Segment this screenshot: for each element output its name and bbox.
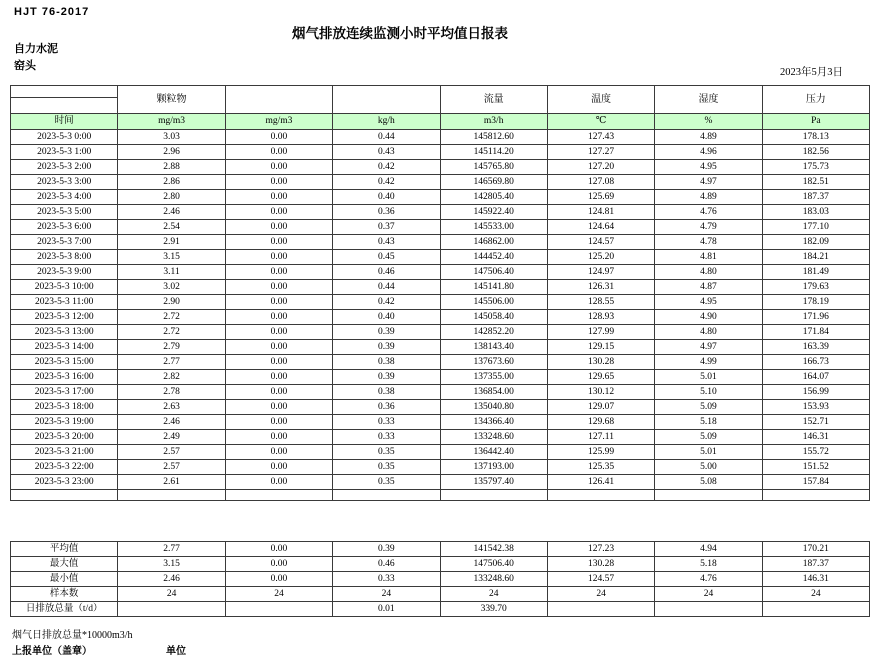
value-cell: 0.00 xyxy=(225,400,332,415)
column-group-pressure: 压力 xyxy=(762,86,869,114)
value-cell: 146569.80 xyxy=(440,175,547,190)
company-name: 自力水泥 xyxy=(14,43,58,55)
value-cell: 129.65 xyxy=(547,370,654,385)
value-cell: 0.00 xyxy=(225,295,332,310)
time-cell: 2023-5-3 8:00 xyxy=(11,250,118,265)
value-cell: 0.40 xyxy=(333,190,440,205)
value-cell: 4.80 xyxy=(655,325,762,340)
summary-value-cell: 147506.40 xyxy=(440,557,547,572)
monitor-point: 窑头 xyxy=(14,60,36,72)
value-cell: 128.93 xyxy=(547,310,654,325)
value-cell: 0.35 xyxy=(333,460,440,475)
time-cell: 2023-5-3 20:00 xyxy=(11,430,118,445)
summary-value-cell: 4.76 xyxy=(655,572,762,587)
value-cell: 4.90 xyxy=(655,310,762,325)
value-cell: 136854.00 xyxy=(440,385,547,400)
column-group-flow: 流量 xyxy=(440,86,547,114)
value-cell: 0.00 xyxy=(225,265,332,280)
value-cell: 153.93 xyxy=(762,400,869,415)
value-cell: 0.00 xyxy=(225,355,332,370)
time-cell: 2023-5-3 15:00 xyxy=(11,355,118,370)
value-cell: 142805.40 xyxy=(440,190,547,205)
value-cell: 0.45 xyxy=(333,250,440,265)
value-cell: 5.08 xyxy=(655,475,762,490)
value-cell: 4.95 xyxy=(655,160,762,175)
value-cell: 142852.20 xyxy=(440,325,547,340)
value-cell: 152.71 xyxy=(762,415,869,430)
value-cell: 145058.40 xyxy=(440,310,547,325)
summary-value-cell: 0.33 xyxy=(333,572,440,587)
table-row xyxy=(11,385,870,400)
value-cell: 4.78 xyxy=(655,235,762,250)
value-cell: 124.97 xyxy=(547,265,654,280)
value-cell: 134366.40 xyxy=(440,415,547,430)
time-cell: 2023-5-3 14:00 xyxy=(11,340,118,355)
column-group-blank-1 xyxy=(225,86,332,114)
summary-value-cell: 24 xyxy=(547,587,654,602)
table-row xyxy=(11,400,870,415)
value-cell: 5.01 xyxy=(655,370,762,385)
summary-value-cell: 130.28 xyxy=(547,557,654,572)
value-cell: 125.35 xyxy=(547,460,654,475)
value-cell: 0.43 xyxy=(333,235,440,250)
value-cell: 126.31 xyxy=(547,280,654,295)
value-cell: 0.00 xyxy=(225,205,332,220)
value-cell: 4.89 xyxy=(655,190,762,205)
value-cell: 145506.00 xyxy=(440,295,547,310)
time-cell: 2023-5-3 21:00 xyxy=(11,445,118,460)
value-cell: 0.38 xyxy=(333,355,440,370)
value-cell: 171.84 xyxy=(762,325,869,340)
value-cell: 3.15 xyxy=(118,250,225,265)
unit-cell-percent: % xyxy=(655,114,762,130)
unit-cell-kgh: kg/h xyxy=(333,114,440,130)
value-cell: 127.08 xyxy=(547,175,654,190)
value-cell: 128.55 xyxy=(547,295,654,310)
hourly-data-table xyxy=(10,85,870,501)
value-cell: 156.99 xyxy=(762,385,869,400)
group-header-row xyxy=(11,86,870,98)
value-cell: 4.79 xyxy=(655,220,762,235)
time-cell: 2023-5-3 4:00 xyxy=(11,190,118,205)
value-cell: 0.00 xyxy=(225,130,332,145)
value-cell: 4.95 xyxy=(655,295,762,310)
value-cell: 3.03 xyxy=(118,130,225,145)
unit-header-row xyxy=(11,114,870,130)
value-cell: 130.28 xyxy=(547,355,654,370)
value-cell: 0.00 xyxy=(225,385,332,400)
time-cell: 2023-5-3 11:00 xyxy=(11,295,118,310)
value-cell: 147506.40 xyxy=(440,265,547,280)
summary-value-cell: 24 xyxy=(225,587,332,602)
value-cell: 125.20 xyxy=(547,250,654,265)
time-cell: 2023-5-3 1:00 xyxy=(11,145,118,160)
time-cell: 2023-5-3 3:00 xyxy=(11,175,118,190)
value-cell: 4.97 xyxy=(655,175,762,190)
value-cell: 2.57 xyxy=(118,445,225,460)
summary-value-cell: 124.57 xyxy=(547,572,654,587)
table-row xyxy=(11,340,870,355)
summary-row xyxy=(11,587,870,602)
value-cell: 0.00 xyxy=(225,310,332,325)
value-cell: 129.15 xyxy=(547,340,654,355)
summary-row xyxy=(11,542,870,557)
value-cell: 2.63 xyxy=(118,400,225,415)
value-cell: 2.88 xyxy=(118,160,225,175)
time-cell: 2023-5-3 13:00 xyxy=(11,325,118,340)
table-row xyxy=(11,220,870,235)
value-cell: 127.11 xyxy=(547,430,654,445)
summary-value-cell: 0.00 xyxy=(225,557,332,572)
summary-value-cell xyxy=(225,602,332,617)
value-cell: 4.96 xyxy=(655,145,762,160)
summary-value-cell: 24 xyxy=(655,587,762,602)
summary-value-cell: 2.46 xyxy=(118,572,225,587)
summary-value-cell: 24 xyxy=(333,587,440,602)
value-cell: 178.13 xyxy=(762,130,869,145)
time-cell: 2023-5-3 6:00 xyxy=(11,220,118,235)
table-row xyxy=(11,160,870,175)
value-cell: 2.78 xyxy=(118,385,225,400)
summary-value-cell xyxy=(118,602,225,617)
value-cell: 2.90 xyxy=(118,295,225,310)
value-cell: 145141.80 xyxy=(440,280,547,295)
value-cell: 129.68 xyxy=(547,415,654,430)
value-cell: 0.00 xyxy=(225,145,332,160)
value-cell: 0.42 xyxy=(333,160,440,175)
time-cell: 2023-5-3 18:00 xyxy=(11,400,118,415)
value-cell: 0.42 xyxy=(333,295,440,310)
value-cell: 164.07 xyxy=(762,370,869,385)
summary-value-cell: 187.37 xyxy=(762,557,869,572)
value-cell: 3.02 xyxy=(118,280,225,295)
table-row xyxy=(11,190,870,205)
value-cell: 157.84 xyxy=(762,475,869,490)
value-cell: 181.49 xyxy=(762,265,869,280)
summary-row xyxy=(11,602,870,617)
unit-cell-mgm3-2: mg/m3 xyxy=(225,114,332,130)
value-cell: 4.99 xyxy=(655,355,762,370)
value-cell: 184.21 xyxy=(762,250,869,265)
value-cell: 145922.40 xyxy=(440,205,547,220)
value-cell: 4.80 xyxy=(655,265,762,280)
value-cell: 155.72 xyxy=(762,445,869,460)
value-cell: 2.54 xyxy=(118,220,225,235)
table-row xyxy=(11,325,870,340)
value-cell: 2.79 xyxy=(118,340,225,355)
unit-cell-celsius: ℃ xyxy=(547,114,654,130)
value-cell: 0.00 xyxy=(225,415,332,430)
value-cell: 5.10 xyxy=(655,385,762,400)
value-cell: 4.89 xyxy=(655,130,762,145)
summary-value-cell: 133248.60 xyxy=(440,572,547,587)
value-cell: 127.43 xyxy=(547,130,654,145)
table-row xyxy=(11,205,870,220)
value-cell: 166.73 xyxy=(762,355,869,370)
value-cell: 127.99 xyxy=(547,325,654,340)
value-cell: 183.03 xyxy=(762,205,869,220)
value-cell: 4.97 xyxy=(655,340,762,355)
summary-value-cell: 3.15 xyxy=(118,557,225,572)
time-cell: 2023-5-3 16:00 xyxy=(11,370,118,385)
standard-code: HJT 76-2017 xyxy=(14,6,90,18)
table-row xyxy=(11,250,870,265)
column-group-temperature: 温度 xyxy=(547,86,654,114)
value-cell: 146.31 xyxy=(762,430,869,445)
value-cell: 0.00 xyxy=(225,340,332,355)
value-cell: 0.38 xyxy=(333,385,440,400)
value-cell: 171.96 xyxy=(762,310,869,325)
value-cell: 0.37 xyxy=(333,220,440,235)
value-cell: 129.07 xyxy=(547,400,654,415)
value-cell: 4.87 xyxy=(655,280,762,295)
value-cell: 135797.40 xyxy=(440,475,547,490)
time-cell: 2023-5-3 7:00 xyxy=(11,235,118,250)
page-title: 烟气排放连续监测小时平均值日报表 xyxy=(292,26,508,41)
time-cell: 2023-5-3 17:00 xyxy=(11,385,118,400)
summary-value-cell: 5.18 xyxy=(655,557,762,572)
value-cell: 0.44 xyxy=(333,280,440,295)
footnote-total-emission: 烟气日排放总量*10000m3/h xyxy=(12,630,133,641)
value-cell: 130.12 xyxy=(547,385,654,400)
value-cell: 5.00 xyxy=(655,460,762,475)
value-cell: 146862.00 xyxy=(440,235,547,250)
report-date: 2023年5月3日 xyxy=(780,67,843,78)
value-cell: 0.33 xyxy=(333,415,440,430)
value-cell: 0.00 xyxy=(225,220,332,235)
summary-value-cell: 146.31 xyxy=(762,572,869,587)
unit-cell-mgm3-1: mg/m3 xyxy=(118,114,225,130)
value-cell: 0.44 xyxy=(333,130,440,145)
value-cell: 124.64 xyxy=(547,220,654,235)
unit-cell-pa: Pa xyxy=(762,114,869,130)
value-cell: 133248.60 xyxy=(440,430,547,445)
value-cell: 2.46 xyxy=(118,415,225,430)
table-row xyxy=(11,235,870,250)
value-cell: 0.00 xyxy=(225,250,332,265)
value-cell: 179.63 xyxy=(762,280,869,295)
time-cell: 2023-5-3 23:00 xyxy=(11,475,118,490)
value-cell: 136442.40 xyxy=(440,445,547,460)
value-cell: 4.81 xyxy=(655,250,762,265)
value-cell: 144452.40 xyxy=(440,250,547,265)
value-cell: 2.46 xyxy=(118,205,225,220)
value-cell: 2.72 xyxy=(118,310,225,325)
summary-value-cell: 339.70 xyxy=(440,602,547,617)
table-row xyxy=(11,460,870,475)
value-cell: 5.09 xyxy=(655,400,762,415)
value-cell: 2.77 xyxy=(118,355,225,370)
summary-value-cell: 24 xyxy=(118,587,225,602)
report-unit-label: 上报单位（盖章） xyxy=(12,646,92,657)
value-cell: 2.96 xyxy=(118,145,225,160)
summary-value-cell: 141542.38 xyxy=(440,542,547,557)
time-cell: 2023-5-3 5:00 xyxy=(11,205,118,220)
value-cell: 182.56 xyxy=(762,145,869,160)
table-row xyxy=(11,370,870,385)
value-cell: 0.00 xyxy=(225,235,332,250)
summary-row xyxy=(11,572,870,587)
summary-label: 最大值 xyxy=(11,557,118,572)
value-cell: 0.00 xyxy=(225,430,332,445)
value-cell: 0.40 xyxy=(333,310,440,325)
corner-cell-top xyxy=(11,86,118,98)
value-cell: 4.76 xyxy=(655,205,762,220)
value-cell: 0.00 xyxy=(225,325,332,340)
summary-label: 样本数 xyxy=(11,587,118,602)
summary-value-cell xyxy=(762,602,869,617)
summary-value-cell: 4.94 xyxy=(655,542,762,557)
summary-value-cell: 127.23 xyxy=(547,542,654,557)
table-row xyxy=(11,175,870,190)
column-group-humidity: 湿度 xyxy=(655,86,762,114)
value-cell: 0.39 xyxy=(333,340,440,355)
table-row xyxy=(11,265,870,280)
value-cell: 0.35 xyxy=(333,445,440,460)
time-cell: 2023-5-3 12:00 xyxy=(11,310,118,325)
value-cell: 177.10 xyxy=(762,220,869,235)
time-cell: 2023-5-3 2:00 xyxy=(11,160,118,175)
value-cell: 187.37 xyxy=(762,190,869,205)
value-cell: 2.57 xyxy=(118,460,225,475)
time-cell: 2023-5-3 9:00 xyxy=(11,265,118,280)
value-cell: 145533.00 xyxy=(440,220,547,235)
summary-value-cell: 24 xyxy=(440,587,547,602)
column-group-blank-2 xyxy=(333,86,440,114)
value-cell: 182.51 xyxy=(762,175,869,190)
column-group-particulate: 颗粒物 xyxy=(118,86,225,114)
value-cell: 127.27 xyxy=(547,145,654,160)
value-cell: 5.18 xyxy=(655,415,762,430)
summary-value-cell: 170.21 xyxy=(762,542,869,557)
value-cell: 2.86 xyxy=(118,175,225,190)
value-cell: 138143.40 xyxy=(440,340,547,355)
summary-row xyxy=(11,557,870,572)
value-cell: 0.36 xyxy=(333,400,440,415)
table-row xyxy=(11,145,870,160)
value-cell: 0.00 xyxy=(225,460,332,475)
table-row xyxy=(11,355,870,370)
value-cell: 0.00 xyxy=(225,370,332,385)
time-cell: 2023-5-3 22:00 xyxy=(11,460,118,475)
value-cell: 137193.00 xyxy=(440,460,547,475)
value-cell: 0.42 xyxy=(333,175,440,190)
unit-label: 单位 xyxy=(166,646,186,657)
value-cell: 2.91 xyxy=(118,235,225,250)
value-cell: 125.69 xyxy=(547,190,654,205)
summary-value-cell: 0.39 xyxy=(333,542,440,557)
table-row xyxy=(11,310,870,325)
time-cell: 2023-5-3 10:00 xyxy=(11,280,118,295)
summary-value-cell: 0.46 xyxy=(333,557,440,572)
unit-cell-time: 时间 xyxy=(11,114,118,130)
time-cell: 2023-5-3 19:00 xyxy=(11,415,118,430)
summary-value-cell: 0.01 xyxy=(333,602,440,617)
value-cell: 0.00 xyxy=(225,175,332,190)
table-row xyxy=(11,475,870,490)
value-cell: 125.99 xyxy=(547,445,654,460)
summary-value-cell: 0.00 xyxy=(225,542,332,557)
value-cell: 0.00 xyxy=(225,190,332,205)
value-cell: 145812.60 xyxy=(440,130,547,145)
value-cell: 2.72 xyxy=(118,325,225,340)
value-cell: 135040.80 xyxy=(440,400,547,415)
value-cell: 0.00 xyxy=(225,160,332,175)
time-cell: 2023-5-3 0:00 xyxy=(11,130,118,145)
summary-value-cell: 2.77 xyxy=(118,542,225,557)
table-row xyxy=(11,415,870,430)
summary-label: 平均值 xyxy=(11,542,118,557)
value-cell: 2.49 xyxy=(118,430,225,445)
value-cell: 0.46 xyxy=(333,265,440,280)
summary-value-cell xyxy=(655,602,762,617)
corner-cell-bottom xyxy=(11,98,118,114)
summary-value-cell: 0.00 xyxy=(225,572,332,587)
spacer-row xyxy=(11,490,870,501)
value-cell: 124.81 xyxy=(547,205,654,220)
value-cell: 0.39 xyxy=(333,325,440,340)
table-row xyxy=(11,130,870,145)
value-cell: 2.82 xyxy=(118,370,225,385)
value-cell: 0.00 xyxy=(225,445,332,460)
table-row xyxy=(11,280,870,295)
value-cell: 0.43 xyxy=(333,145,440,160)
value-cell: 145765.80 xyxy=(440,160,547,175)
value-cell: 0.36 xyxy=(333,205,440,220)
value-cell: 127.20 xyxy=(547,160,654,175)
value-cell: 2.80 xyxy=(118,190,225,205)
summary-value-cell: 24 xyxy=(762,587,869,602)
value-cell: 145114.20 xyxy=(440,145,547,160)
value-cell: 5.09 xyxy=(655,430,762,445)
unit-cell-m3h: m3/h xyxy=(440,114,547,130)
value-cell: 3.11 xyxy=(118,265,225,280)
table-row xyxy=(11,430,870,445)
value-cell: 2.61 xyxy=(118,475,225,490)
value-cell: 151.52 xyxy=(762,460,869,475)
value-cell: 126.41 xyxy=(547,475,654,490)
value-cell: 137673.60 xyxy=(440,355,547,370)
summary-value-cell xyxy=(547,602,654,617)
table-row xyxy=(11,445,870,460)
value-cell: 0.33 xyxy=(333,430,440,445)
value-cell: 0.35 xyxy=(333,475,440,490)
value-cell: 0.00 xyxy=(225,475,332,490)
value-cell: 124.57 xyxy=(547,235,654,250)
table-row xyxy=(11,295,870,310)
summary-label: 日排放总量（t/d） xyxy=(11,602,118,617)
value-cell: 5.01 xyxy=(655,445,762,460)
value-cell: 178.19 xyxy=(762,295,869,310)
summary-label: 最小值 xyxy=(11,572,118,587)
value-cell: 182.09 xyxy=(762,235,869,250)
value-cell: 0.39 xyxy=(333,370,440,385)
value-cell: 0.00 xyxy=(225,280,332,295)
value-cell: 175.73 xyxy=(762,160,869,175)
value-cell: 137355.00 xyxy=(440,370,547,385)
value-cell: 163.39 xyxy=(762,340,869,355)
summary-table xyxy=(10,541,870,617)
